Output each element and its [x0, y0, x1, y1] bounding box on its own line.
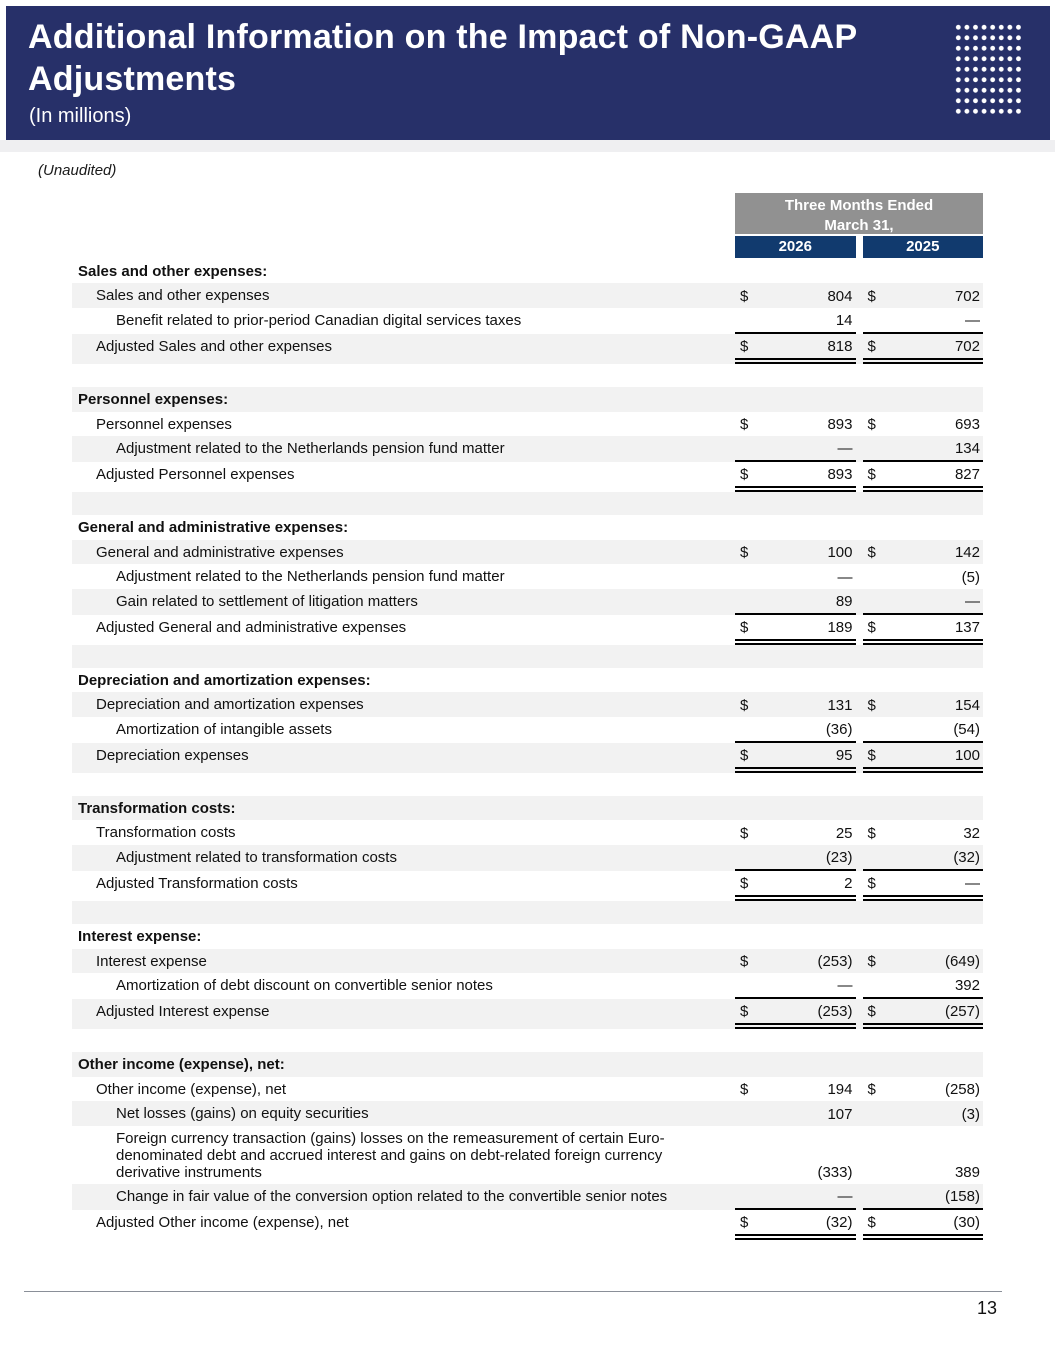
unaudited-note: (Unaudited)	[38, 162, 117, 179]
currency-symbol: $	[740, 337, 749, 355]
table-row	[72, 436, 983, 462]
row-label: Sales and other expenses	[96, 287, 270, 305]
spacer-row	[72, 364, 983, 387]
table-row	[72, 1126, 983, 1184]
row-label: Other income (expense), net	[96, 1080, 287, 1098]
value-2026: 189	[827, 618, 853, 636]
period-header-line2: March 31,	[824, 216, 894, 234]
value-2025-cell	[863, 743, 984, 773]
value-2025: 389	[954, 1163, 980, 1181]
row-values	[735, 436, 983, 462]
section-header-row	[72, 387, 983, 411]
row-label: Change in fair value of the conversion option related to the convertible senior notes	[116, 1187, 668, 1205]
page-number: 13	[976, 1298, 997, 1318]
row-label: Adjustment related to transformation costs	[116, 848, 397, 866]
currency-symbol: $	[740, 287, 749, 305]
currency-symbol: $	[867, 1003, 876, 1021]
value-2025-cell	[863, 1077, 984, 1101]
value-2026: (253)	[817, 1003, 853, 1021]
value-2026: (333)	[817, 1163, 853, 1181]
row-label: Transformation costs:	[78, 800, 236, 818]
currency-symbol: $	[867, 287, 876, 305]
currency-symbol: $	[867, 544, 876, 562]
row-label: Transformation costs	[96, 824, 236, 842]
value-2025-cell	[863, 540, 984, 564]
value-2026: (23)	[825, 848, 853, 866]
section-header-row	[72, 259, 983, 283]
value-2025: 827	[954, 465, 980, 483]
currency-symbol: $	[867, 696, 876, 714]
value-2026: 131	[827, 696, 853, 714]
page-header	[6, 6, 1050, 140]
value-2026-cell	[735, 615, 856, 645]
table-row	[72, 589, 983, 615]
currency-symbol: $	[867, 415, 876, 433]
year-header-row	[735, 236, 983, 258]
value-2025: 702	[954, 337, 980, 355]
section-header-row	[72, 924, 983, 948]
non-gaap-adjustments-table	[72, 193, 983, 1240]
row-label: Foreign currency transaction (gains) losses on the remeasurement of certain Euro-denominated debt and accrued interest and gains on debt-related foreign currency derivative instruments	[116, 1129, 665, 1181]
table-row	[72, 1184, 983, 1210]
value-2026: 89	[835, 592, 853, 610]
table-row	[72, 999, 983, 1029]
value-2026: —	[837, 977, 853, 995]
row-values	[735, 564, 983, 588]
row-label: Net losses (gains) on equity securities	[116, 1105, 369, 1123]
value-2025-cell	[863, 999, 984, 1029]
value-2026-cell	[735, 973, 856, 999]
value-2025: (158)	[944, 1187, 980, 1205]
value-2026: 2	[844, 874, 853, 892]
value-2026-cell	[735, 308, 856, 334]
table-body	[72, 259, 983, 1240]
value-2026: 100	[827, 544, 853, 562]
value-2026: 95	[835, 746, 853, 764]
value-2025-cell	[863, 412, 984, 436]
value-2025-cell	[863, 1210, 984, 1240]
page-title: Additional Information on the Impact of Non-GAAP Adjustments	[28, 18, 857, 99]
value-2025: (32)	[953, 848, 980, 866]
value-2025-cell	[863, 1126, 984, 1184]
value-2026-cell	[735, 462, 856, 492]
currency-symbol: $	[740, 1213, 749, 1231]
row-label: Other income (expense), net:	[78, 1056, 285, 1074]
spacer-row	[72, 901, 983, 924]
table-row	[72, 845, 983, 871]
currency-symbol: $	[740, 874, 749, 892]
table-row	[72, 1077, 983, 1101]
value-2026-cell	[735, 949, 856, 973]
row-values	[735, 1077, 983, 1101]
value-2025: 100	[954, 746, 980, 764]
currency-symbol: $	[867, 953, 876, 971]
currency-symbol: $	[867, 874, 876, 892]
spacer-row	[72, 1029, 983, 1052]
currency-symbol: $	[740, 544, 749, 562]
section-header-row	[72, 796, 983, 820]
value-2026-cell	[735, 1210, 856, 1240]
row-values	[735, 615, 983, 645]
spacer-row	[72, 773, 983, 796]
row-label: Adjusted Other income (expense), net	[96, 1213, 349, 1231]
value-2025: 142	[954, 544, 980, 562]
value-2026: (32)	[825, 1213, 853, 1231]
table-row	[72, 973, 983, 999]
row-values	[735, 1126, 983, 1184]
value-2025-cell	[863, 949, 984, 973]
value-2026: —	[837, 568, 853, 586]
value-2026: 194	[827, 1081, 853, 1099]
value-2026: 25	[835, 824, 853, 842]
row-label: Amortization of intangible assets	[116, 720, 332, 738]
value-2025-cell	[863, 283, 984, 307]
row-label: General and administrative expenses:	[78, 519, 349, 537]
value-2025-cell	[863, 334, 984, 364]
row-label: Benefit related to prior-period Canadian digital services taxes	[116, 311, 522, 329]
currency-symbol: $	[740, 824, 749, 842]
currency-symbol: $	[740, 415, 749, 433]
value-2026-cell	[735, 820, 856, 844]
value-2025: (3)	[961, 1105, 980, 1123]
row-label: Depreciation and amortization expenses	[96, 696, 364, 714]
currency-symbol: $	[867, 1081, 876, 1099]
dot-grid-icon	[954, 22, 1021, 116]
page-subtitle: (In millions)	[29, 105, 132, 128]
value-2026: —	[837, 439, 853, 457]
value-2025-cell	[863, 820, 984, 844]
table-row	[72, 1101, 983, 1125]
table-row	[72, 564, 983, 588]
value-2025-cell	[863, 436, 984, 462]
value-2025-cell	[863, 845, 984, 871]
row-values	[735, 462, 983, 492]
value-2025-cell	[863, 871, 984, 901]
row-values	[735, 692, 983, 716]
value-2025-cell	[863, 717, 984, 743]
table-row	[72, 334, 983, 364]
section-header-row	[72, 1052, 983, 1076]
table-row	[72, 412, 983, 436]
row-values	[735, 820, 983, 844]
currency-symbol: $	[740, 696, 749, 714]
year-header-2026: 2026	[735, 236, 856, 258]
value-2026: —	[837, 1187, 853, 1205]
currency-symbol: $	[740, 618, 749, 636]
table-row	[72, 283, 983, 307]
table-row	[72, 692, 983, 716]
value-2025: (5)	[961, 568, 980, 586]
currency-symbol: $	[740, 1081, 749, 1099]
value-2026: 893	[827, 465, 853, 483]
spacer-row	[72, 492, 983, 515]
row-label: Personnel expenses:	[78, 391, 229, 409]
value-2026-cell	[735, 871, 856, 901]
row-values	[735, 1184, 983, 1210]
value-2026-cell	[735, 1101, 856, 1125]
table-row	[72, 820, 983, 844]
row-label: Adjusted Interest expense	[96, 1003, 270, 1021]
value-2025: 32	[963, 824, 980, 842]
row-values	[735, 743, 983, 773]
value-2025-cell	[863, 564, 984, 588]
value-2025: 137	[954, 618, 980, 636]
value-2025: (649)	[944, 953, 980, 971]
row-values	[735, 589, 983, 615]
value-2025-cell	[863, 589, 984, 615]
value-2025: —	[965, 592, 980, 610]
value-2026: 893	[827, 415, 853, 433]
value-2025: (30)	[953, 1213, 980, 1231]
section-header-row	[72, 515, 983, 539]
currency-symbol: $	[867, 465, 876, 483]
currency-symbol: $	[867, 824, 876, 842]
row-label: Depreciation and amortization expenses:	[78, 671, 371, 689]
value-2026-cell	[735, 412, 856, 436]
row-values	[735, 283, 983, 307]
value-2026-cell	[735, 1126, 856, 1184]
row-values	[735, 308, 983, 334]
table-row	[72, 949, 983, 973]
value-2026: (253)	[817, 953, 853, 971]
header-divider-strip	[0, 140, 1055, 152]
row-label: Adjusted General and administrative expenses	[96, 618, 407, 636]
currency-symbol: $	[740, 465, 749, 483]
value-2026-cell	[735, 1077, 856, 1101]
row-label: Adjustment related to the Netherlands pension fund matter	[116, 439, 505, 457]
value-2025-cell	[863, 692, 984, 716]
row-values	[735, 334, 983, 364]
year-header-2025: 2025	[863, 236, 984, 258]
row-values	[735, 949, 983, 973]
row-label: Interest expense	[96, 952, 207, 970]
value-2026-cell	[735, 1184, 856, 1210]
row-values	[735, 540, 983, 564]
value-2026-cell	[735, 589, 856, 615]
row-values	[735, 999, 983, 1029]
value-2025-cell	[863, 1184, 984, 1210]
currency-symbol: $	[740, 1003, 749, 1021]
value-2026-cell	[735, 334, 856, 364]
currency-symbol: $	[867, 1213, 876, 1231]
value-2026-cell	[735, 717, 856, 743]
value-2025-cell	[863, 615, 984, 645]
row-values	[735, 845, 983, 871]
value-2026: (36)	[825, 720, 853, 738]
period-header-line1: Three Months Ended	[784, 197, 934, 214]
table-row	[72, 308, 983, 334]
value-2026: 107	[827, 1105, 853, 1123]
row-values	[735, 412, 983, 436]
table-row	[72, 1210, 983, 1240]
period-header	[735, 193, 983, 234]
value-2026-cell	[735, 283, 856, 307]
table-row	[72, 717, 983, 743]
row-label: Interest expense:	[78, 928, 202, 946]
row-label: Depreciation expenses	[96, 746, 249, 764]
value-2025-cell	[863, 308, 984, 334]
row-label: Amortization of debt discount on convertible senior notes	[116, 977, 493, 995]
value-2026: 14	[835, 311, 853, 329]
table-row	[72, 615, 983, 645]
value-2025: 134	[954, 439, 980, 457]
table-row	[72, 462, 983, 492]
currency-symbol: $	[867, 618, 876, 636]
row-values	[735, 1101, 983, 1125]
section-header-row	[72, 668, 983, 692]
row-label: Adjustment related to the Netherlands pension fund matter	[116, 568, 505, 586]
value-2026-cell	[735, 436, 856, 462]
value-2026: 804	[827, 287, 853, 305]
value-2025: —	[965, 874, 980, 892]
currency-symbol: $	[740, 953, 749, 971]
value-2025-cell	[863, 973, 984, 999]
currency-symbol: $	[867, 337, 876, 355]
value-2026-cell	[735, 540, 856, 564]
value-2025-cell	[863, 462, 984, 492]
row-values	[735, 973, 983, 999]
row-label: Adjusted Sales and other expenses	[96, 337, 332, 355]
value-2026: 818	[827, 337, 853, 355]
row-label: General and administrative expenses	[96, 543, 344, 561]
value-2025: 154	[954, 696, 980, 714]
currency-symbol: $	[867, 746, 876, 764]
value-2026-cell	[735, 743, 856, 773]
row-label: Adjusted Personnel expenses	[96, 465, 295, 483]
row-label: Adjusted Transformation costs	[96, 874, 298, 892]
value-2025-cell	[863, 1101, 984, 1125]
value-2026-cell	[735, 999, 856, 1029]
row-values	[735, 1210, 983, 1240]
value-2025: 693	[954, 415, 980, 433]
spacer-row	[72, 645, 983, 668]
row-label: Sales and other expenses:	[78, 263, 268, 280]
table-row	[72, 871, 983, 901]
value-2026-cell	[735, 564, 856, 588]
currency-symbol: $	[740, 746, 749, 764]
table-row	[72, 743, 983, 773]
value-2025: —	[965, 311, 980, 329]
value-2025: 392	[954, 977, 980, 995]
value-2025: (257)	[944, 1003, 980, 1021]
footer-divider	[24, 1291, 1002, 1292]
row-values	[735, 717, 983, 743]
value-2025: 702	[954, 287, 980, 305]
row-label: Gain related to settlement of litigation matters	[116, 592, 418, 610]
value-2025: (258)	[944, 1081, 980, 1099]
value-2025: (54)	[953, 720, 980, 738]
table-row	[72, 540, 983, 564]
value-2026-cell	[735, 692, 856, 716]
value-2026-cell	[735, 845, 856, 871]
row-values	[735, 871, 983, 901]
row-label: Personnel expenses	[96, 415, 232, 433]
